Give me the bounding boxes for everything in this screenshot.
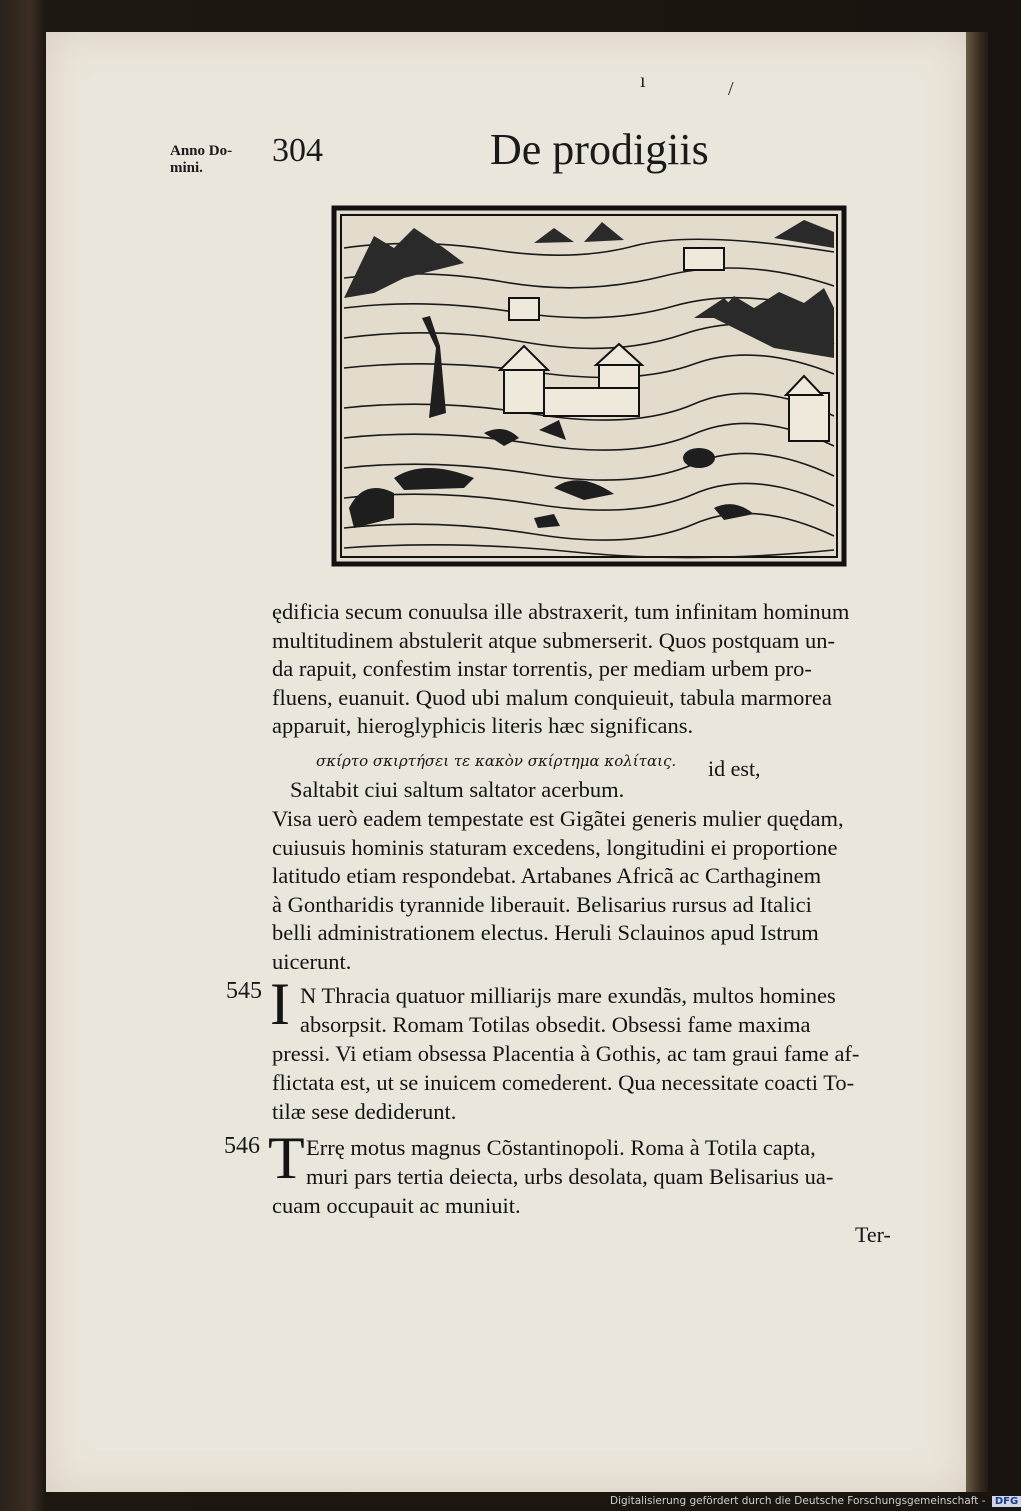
- latin-verse: Saltabit ciui saltum saltator acerbum.: [290, 777, 625, 802]
- text-line: multitudinem abstulerit atque submerserit. Quos postquam un-: [272, 627, 836, 653]
- text-line: da rapuit, confestim instar torrentis, per mediam urbem pro-: [272, 656, 812, 682]
- digitization-footer: [610, 1495, 1021, 1507]
- drop-initial: T: [268, 1125, 305, 1191]
- entry-line: Errę motus magnus Cõstantinopoli. Roma à Totila capta,: [306, 1135, 816, 1160]
- text-line: latitudo etiam respondebat. Artabanes Africã ac Carthaginem: [272, 863, 822, 889]
- catchword: Ter-: [855, 1222, 891, 1247]
- footer-text: Digitalisierung gefördert durch die Deutsche Forschungsgemeinschaft -: [610, 1495, 986, 1507]
- text-line: ędificia secum conuulsa ille abstraxerit, tum infinitam hominum: [272, 599, 850, 624]
- anno-line-2: mini.: [170, 160, 203, 176]
- body-paragraph: [272, 598, 912, 741]
- text-line: fluens, euanuit. Quod ubi malum conquieuit, tabula marmorea: [272, 684, 832, 710]
- text-line: belli administrationem electus. Heruli Sclauinos apud Istrum: [272, 920, 819, 946]
- text-line: cuiusuis hominis staturam excedens, longitudini ei proportione: [272, 834, 838, 860]
- entry-line: flictata est, ut se inuicem comederent. Qua necessitate coacti To-: [272, 1070, 855, 1095]
- id-est: id est,: [708, 756, 761, 781]
- anno-line-1: Anno Do-: [170, 143, 233, 159]
- entry-line: pressi. Vi etiam obsessa Placentia à Gothis, ac tam graui fame af-: [272, 1041, 860, 1066]
- ink-mark: /: [728, 78, 734, 100]
- drop-initial: I: [270, 971, 290, 1037]
- entry-line: N Thracia quatuor milliarijs mare exundãs, multos homines: [300, 983, 836, 1008]
- text-line: Visa uerò eadem tempestate est Gigãtei generis mulier quędam,: [272, 806, 844, 831]
- year-marker: 545: [226, 978, 262, 1004]
- text-line: apparuit, hieroglyphicis literis hæc significans.: [272, 713, 694, 739]
- body-paragraph-2: [272, 805, 844, 977]
- margin-anno-domini: [170, 143, 232, 177]
- text-line: à Gontharidis tyrannide liberauit. Belisarius rursus ad Italici: [272, 891, 812, 917]
- ink-mark: ı: [640, 70, 646, 92]
- woodcut-flood-illustration: [334, 208, 844, 564]
- page-number: 304: [272, 132, 323, 169]
- year-marker: 546: [224, 1133, 260, 1159]
- page-edge: [966, 32, 988, 1492]
- greek-inscription: σκίρτο σκιρτήσει τε κακὸν σκίρτημα κολίταις.: [316, 752, 677, 770]
- entry-line: cuam occupauit ac muniuit.: [272, 1193, 521, 1218]
- text-line: uicerunt.: [272, 948, 352, 974]
- entry-line: tilæ sese dediderunt.: [272, 1099, 457, 1124]
- entry-line: muri pars tertia deiecta, urbs desolata, quam Belisarius ua-: [306, 1164, 834, 1189]
- dfg-logo: DFG: [992, 1496, 1021, 1507]
- entry-line: absorpsit. Romam Totilas obsedit. Obsessi fame maxima: [300, 1012, 811, 1037]
- running-title: De prodigiis: [490, 125, 709, 174]
